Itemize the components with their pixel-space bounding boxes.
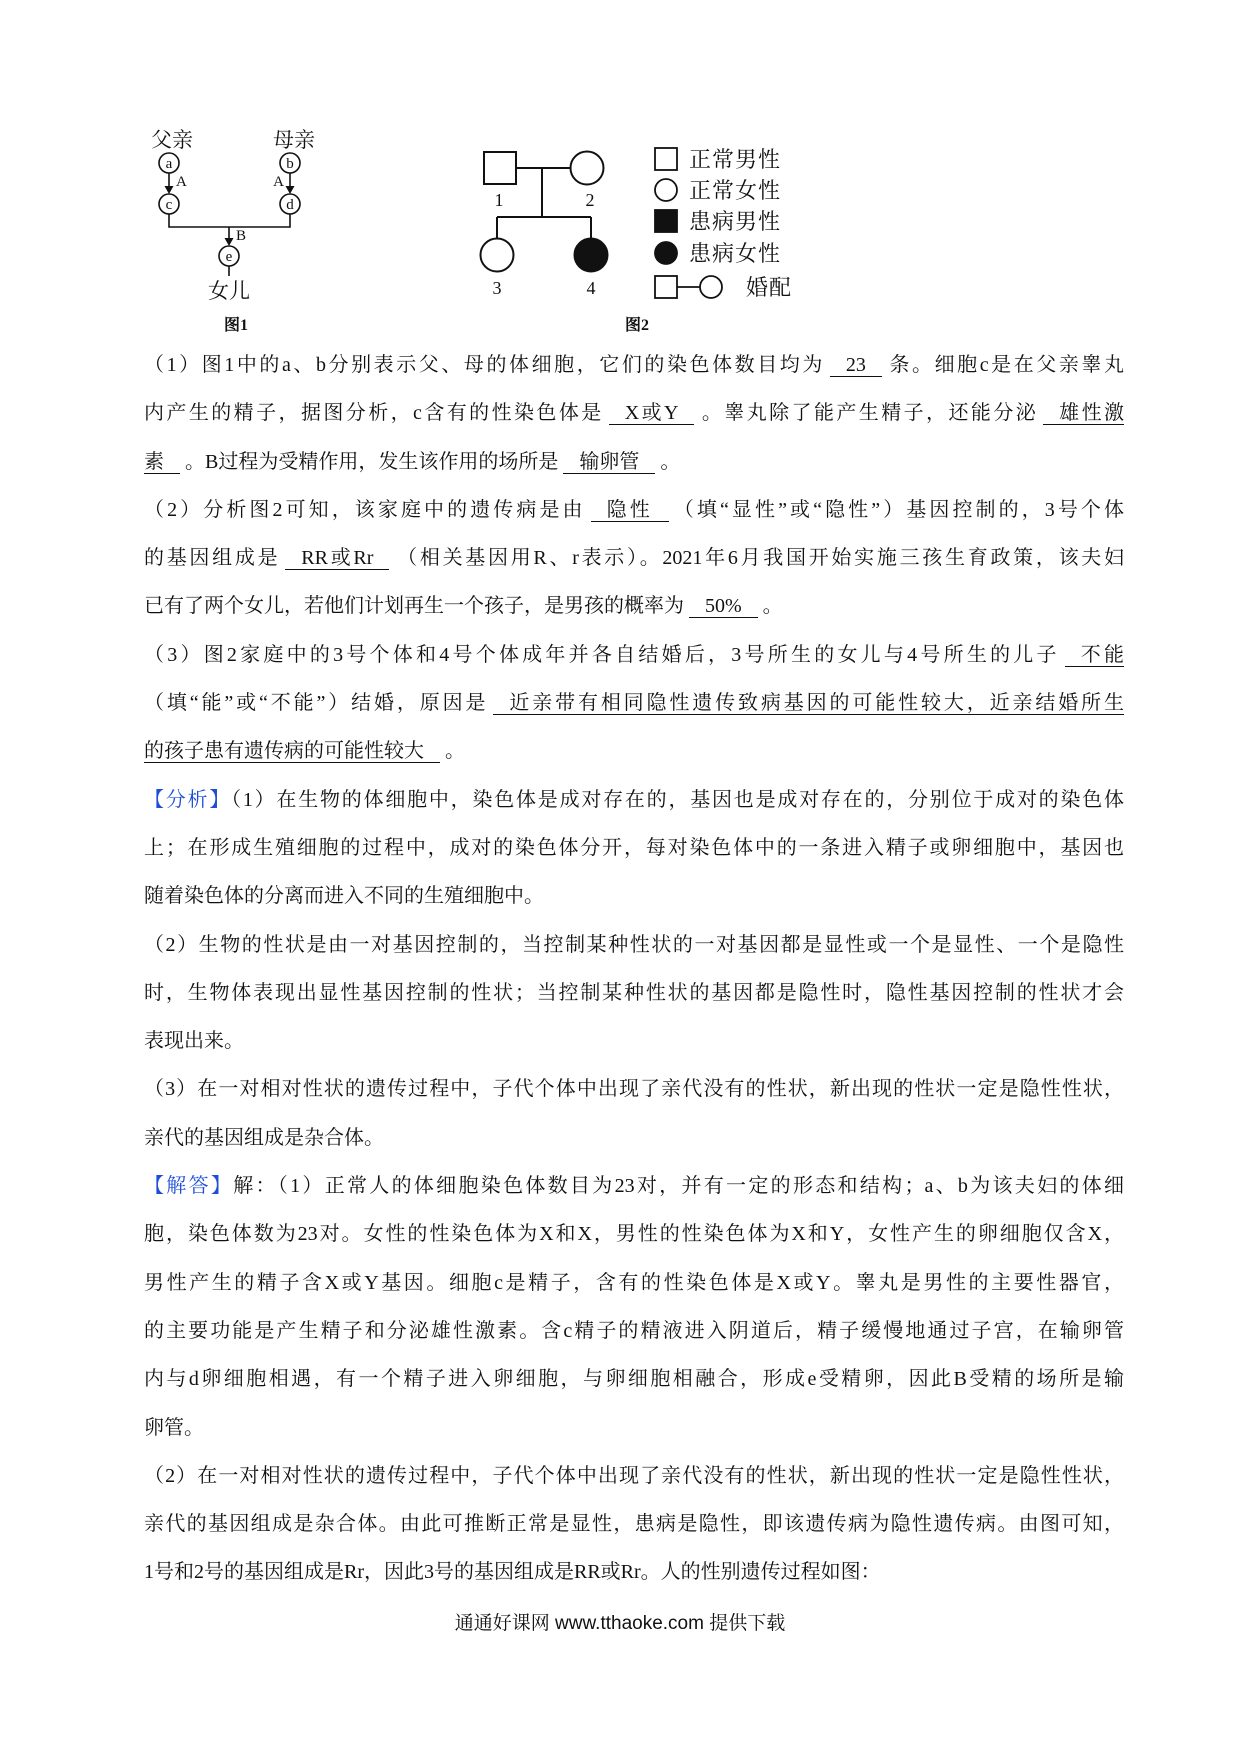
text-line <box>144 824 1124 872</box>
text-run: 解：（1）正常人的体细胞染色体数目为23对，并有一定的形态和结构；a、b为该夫妇的体细 <box>233 1175 1124 1198</box>
legend-normal-female-symbol <box>655 179 677 201</box>
cell-a-label: a <box>165 156 173 172</box>
paragraph <box>144 486 1124 631</box>
text-line <box>144 582 1124 630</box>
text-run: （2）分析图2可知，该家庭中的遗传病是由 <box>144 498 586 521</box>
text-line <box>144 534 1124 582</box>
text-run: 内与d卵细胞相遇，有一个精子进入卵细胞，与卵细胞相融合，形成e受精卵，因此B受精的场所是输 <box>144 1368 1124 1391</box>
text-run: 。睾丸除了能产生精子，还能分泌 <box>699 402 1039 425</box>
figure-1 <box>151 128 315 334</box>
text-run: 。 <box>445 740 465 763</box>
text-run: （1）图1中的a、b分别表示父、母的体细胞，它们的染色体数目均为 <box>144 354 825 376</box>
individual-2-symbol <box>571 152 604 185</box>
text-run: 。B过程为受精作用，发生该作用的场所是 <box>185 450 559 473</box>
text-run: 随着染色体的分离而进入不同的生殖细胞中。 <box>144 885 544 908</box>
text-line <box>144 1307 1124 1355</box>
text-line <box>144 1114 1124 1162</box>
individual-4-symbol <box>575 239 608 272</box>
text-line <box>144 969 1124 1017</box>
individual-3-symbol <box>481 239 514 272</box>
section-tag: 【解答】 <box>144 1175 234 1198</box>
arrow-mother-head <box>286 186 295 194</box>
text-line <box>144 1404 1124 1452</box>
text-run: （1）在生物的体细胞中，染色体是成对存在的，基因也是成对存在的，分别位于成对的染色体 <box>231 788 1124 811</box>
text-run: 时，生物体表现出显性基因控制的性状；当控制某种性状的基因都是隐性时，隐性基因控制的性状才会 <box>144 981 1124 1004</box>
text-line <box>144 1355 1124 1403</box>
answer-blank: 近亲带有相同隐性遗传致病基因的可能性较大，近亲结婚所生 <box>493 692 1124 715</box>
answer-blank: 不能 <box>1065 644 1124 667</box>
paragraph <box>144 776 1124 921</box>
figure-2-caption: 图2 <box>624 317 650 334</box>
arrow-father-head <box>165 186 174 194</box>
legend-marriage-circle <box>700 276 722 298</box>
cell-e-label: e <box>225 249 233 265</box>
paragraph <box>144 1065 1124 1162</box>
paragraph <box>144 341 1124 486</box>
legend-marriage-label: 婚配 <box>746 275 793 300</box>
text-line <box>144 872 1124 920</box>
text-run: （相关基因用R、r表示）。2021年6月我国开始实施三孩生育政策，该夫妇 <box>394 547 1124 570</box>
paragraph <box>144 1452 1124 1597</box>
figure-2 <box>481 147 793 334</box>
text-line <box>144 1500 1124 1548</box>
legend-normal-male-label: 正常男性 <box>689 147 782 172</box>
text-run: 表现出来。 <box>144 1030 244 1053</box>
cell-d-label: d <box>286 197 294 213</box>
text-line <box>144 389 1124 437</box>
legend-normal-male-symbol <box>655 148 677 170</box>
figure-1-caption: 图1 <box>223 317 249 334</box>
arrow-father-label: A <box>176 174 187 190</box>
legend-affected-male-label: 患病男性 <box>689 209 782 234</box>
answer-blank: 23 <box>830 354 882 377</box>
arrow-b-label: B <box>236 228 247 244</box>
text-line <box>144 679 1124 727</box>
legend-affected-female-label: 患病女性 <box>689 241 782 266</box>
text-run: 胞，染色体数为23对。女性的性染色体为X和X，男性的性染色体为X和Y，女性产生的卵细胞仅含X， <box>144 1223 1124 1246</box>
answer-blank: 素 <box>144 451 180 474</box>
text-run: 的主要功能是产生精子和分泌雄性激素。含c精子的精液进入阴道后，精子缓慢地通过子宫，在输卵管 <box>144 1319 1124 1342</box>
answer-blank: 的孩子患有遗传病的可能性较大 <box>144 740 440 763</box>
text-run: 内产生的精子，据图分析，c含有的性染色体是 <box>144 402 604 425</box>
individual-3-number: 3 <box>492 278 502 298</box>
text-run: 男性产生的精子含X或Y基因。细胞c是精子，含有的性染色体是X或Y。睾丸是男性的主要性器官， <box>144 1271 1124 1294</box>
text-run: （填“能”或“不能”）结婚，原因是 <box>144 692 489 715</box>
answer-blank: 50% <box>689 595 758 618</box>
paragraph <box>144 921 1124 1066</box>
arrow-mother-label: A <box>273 174 284 190</box>
text-line <box>144 631 1124 679</box>
individual-1-symbol <box>484 152 516 184</box>
text-run: 。 <box>660 450 681 473</box>
text-run: 。 <box>762 595 783 618</box>
pedigree-legend <box>655 147 792 300</box>
text-run: 的基因组成是 <box>144 547 281 570</box>
text-line <box>144 1548 1124 1596</box>
text-line <box>144 438 1124 486</box>
answer-blank: X或Y <box>609 402 695 425</box>
text-run: 1号和2号的基因组成是Rr，因此3号的基因组成是RR或Rr。人的性别遗传过程如图： <box>144 1561 881 1584</box>
text-run: 亲代的基因组成是杂合体。由此可推断正常是显性，患病是隐性，即该遗传病为隐性遗传病。由图可知， <box>144 1513 1124 1536</box>
text-line <box>144 1017 1124 1065</box>
text-line <box>144 1065 1124 1113</box>
answer-text-body <box>144 341 1124 1597</box>
text-line <box>144 727 1124 775</box>
daughter-label: 女儿 <box>208 279 250 303</box>
joining-line <box>169 214 290 227</box>
text-line <box>144 1210 1124 1258</box>
individual-2-number: 2 <box>585 190 595 210</box>
page-footer: 通通好课网 www.tthaoke.com 提供下载 <box>454 1613 786 1634</box>
legend-normal-female-label: 正常女性 <box>689 178 782 203</box>
answer-blank: RR或Rr <box>285 547 389 570</box>
individual-1-number: 1 <box>494 190 504 210</box>
father-label: 父亲 <box>151 128 193 152</box>
text-line <box>144 486 1124 534</box>
text-run: （填“显性”或“隐性”）基因控制的，3号个体 <box>673 498 1124 521</box>
text-line <box>144 1259 1124 1307</box>
cell-c-label: c <box>165 197 173 213</box>
text-line <box>144 921 1124 969</box>
legend-affected-male-symbol <box>655 210 677 232</box>
section-tag: 【分析】 <box>144 788 232 811</box>
text-line <box>144 776 1124 824</box>
cell-b-label: b <box>286 156 294 172</box>
text-run: （3）在一对相对性状的遗传过程中，子代个体中出现了亲代没有的性状，新出现的性状一定是隐性性状， <box>144 1078 1124 1101</box>
answer-blank: 输卵管 <box>563 451 655 474</box>
text-run: 上；在形成生殖细胞的过程中，成对的染色体分开，每对染色体中的一条进入精子或卵细胞中，基因也 <box>144 836 1124 859</box>
mother-label: 母亲 <box>273 128 315 152</box>
individual-4-number: 4 <box>586 278 596 298</box>
paragraph <box>144 631 1124 776</box>
legend-marriage-square <box>655 276 677 298</box>
legend-affected-female-symbol <box>655 242 677 264</box>
text-line <box>144 341 1124 389</box>
text-run: （2）生物的性状是由一对基因控制的，当控制某种性状的一对基因都是显性或一个是显性、一个是隐性 <box>144 933 1124 956</box>
text-line <box>144 1162 1124 1210</box>
text-run: 卵管。 <box>144 1416 204 1439</box>
text-run: 条。细胞c是在父亲睾丸 <box>886 354 1124 376</box>
text-line <box>144 1452 1124 1500</box>
text-run: 已有了两个女儿，若他们计划再生一个孩子，是男孩的概率为 <box>144 595 684 618</box>
text-run: 亲代的基因组成是杂合体。 <box>144 1126 384 1149</box>
paragraph <box>144 1162 1124 1452</box>
text-run: （3）图2家庭中的3号个体和4号个体成年并各自结婚后，3号所生的女儿与4号所生的儿子 <box>144 643 1060 666</box>
figures <box>0 0 1240 345</box>
answer-blank: 隐性 <box>591 499 669 522</box>
arrow-b-head <box>225 238 234 246</box>
text-run: （2）在一对相对性状的遗传过程中，子代个体中出现了亲代没有的性状，新出现的性状一定是隐性性状， <box>144 1464 1124 1487</box>
answer-blank: 雄性激 <box>1043 402 1124 425</box>
